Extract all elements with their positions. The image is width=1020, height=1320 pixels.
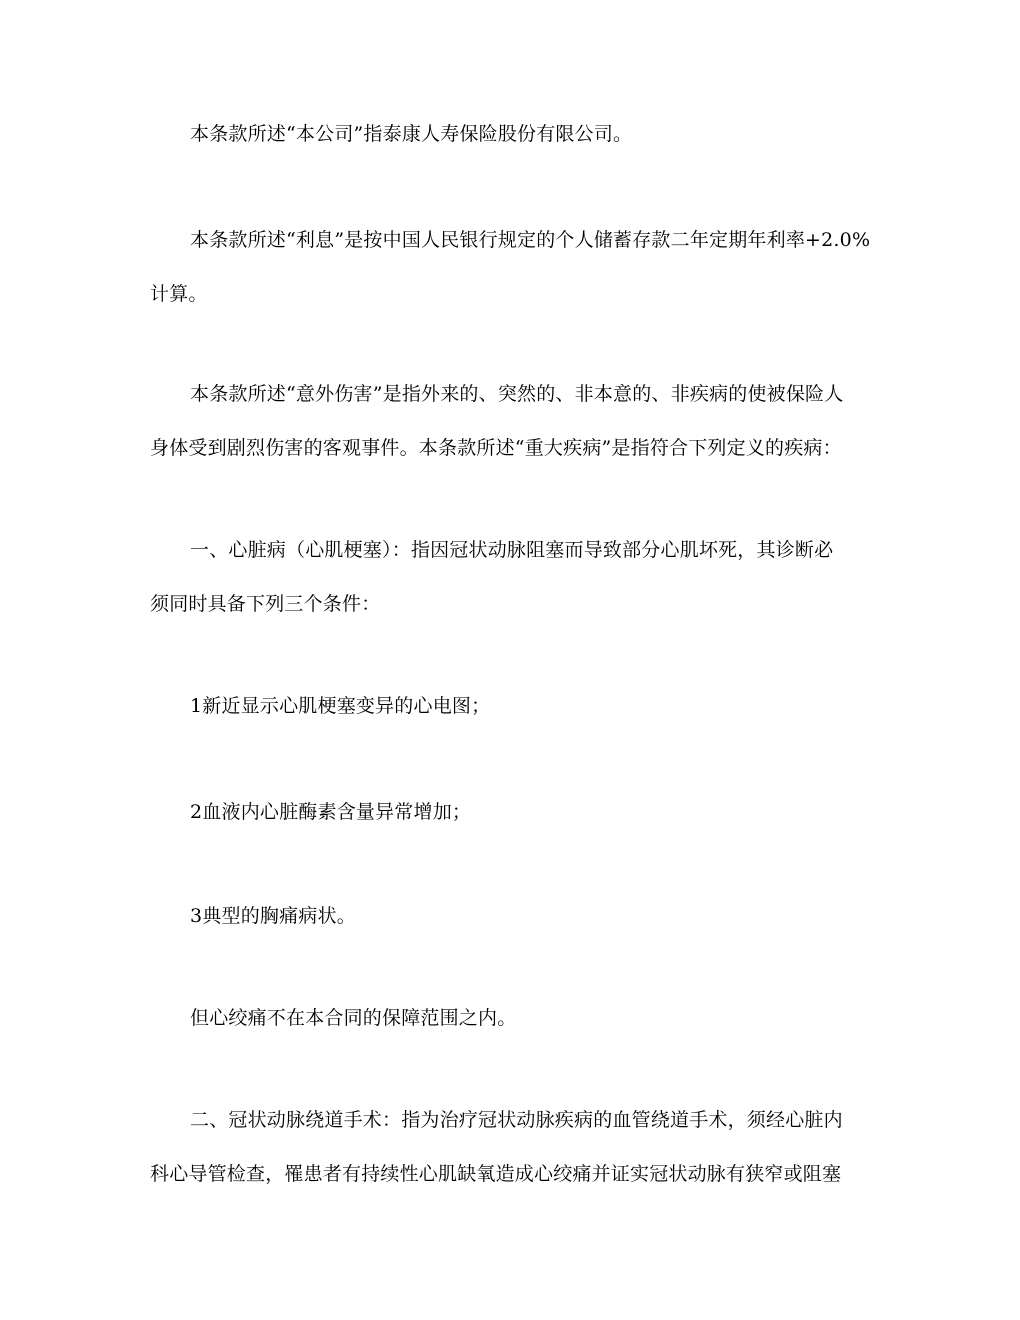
paragraph-heart-disease-line-2: 须同时具备下列三个条件： <box>150 593 381 615</box>
list-item-condition-3: 3典型的胸痛病状。 <box>190 905 356 927</box>
paragraph-interest-definition-line-1: 本条款所述“利息”是按中国人民银行规定的个人储蓄存款二年定期年利率+2.0% <box>190 229 871 251</box>
paragraph-bypass-surgery-line-1: 二、冠状动脉绕道手术：指为治疗冠状动脉疾病的血管绕道手术，须经心脏内 <box>190 1109 843 1131</box>
paragraph-accident-definition-line-2: 身体受到剧烈伤害的客观事件。本条款所述“重大疾病”是指符合下列定义的疾病： <box>150 437 842 459</box>
list-item-condition-1: 1新近显示心肌梗塞变异的心电图； <box>190 695 491 717</box>
paragraph-accident-definition-line-1: 本条款所述“意外伤害”是指外来的、突然的、非本意的、非疾病的使被保险人 <box>190 383 844 405</box>
paragraph-interest-definition-line-2: 计算。 <box>150 283 208 305</box>
paragraph-bypass-surgery-line-2: 科心导管检查，罹患者有持续性心肌缺氧造成心绞痛并证实冠状动脉有狭窄或阻塞 <box>150 1163 842 1185</box>
paragraph-company-definition: 本条款所述“本公司”指泰康人寿保险股份有限公司。 <box>190 123 633 145</box>
paragraph-heart-disease-line-1: 一、心脏病（心肌梗塞）：指因冠状动脉阻塞而导致部分心肌坏死，其诊断必 <box>190 539 834 561</box>
list-item-condition-2: 2血液内心脏酶素含量异常增加； <box>190 801 472 823</box>
paragraph-angina-exclusion: 但心绞痛不在本合同的保障范围之内。 <box>190 1007 517 1029</box>
